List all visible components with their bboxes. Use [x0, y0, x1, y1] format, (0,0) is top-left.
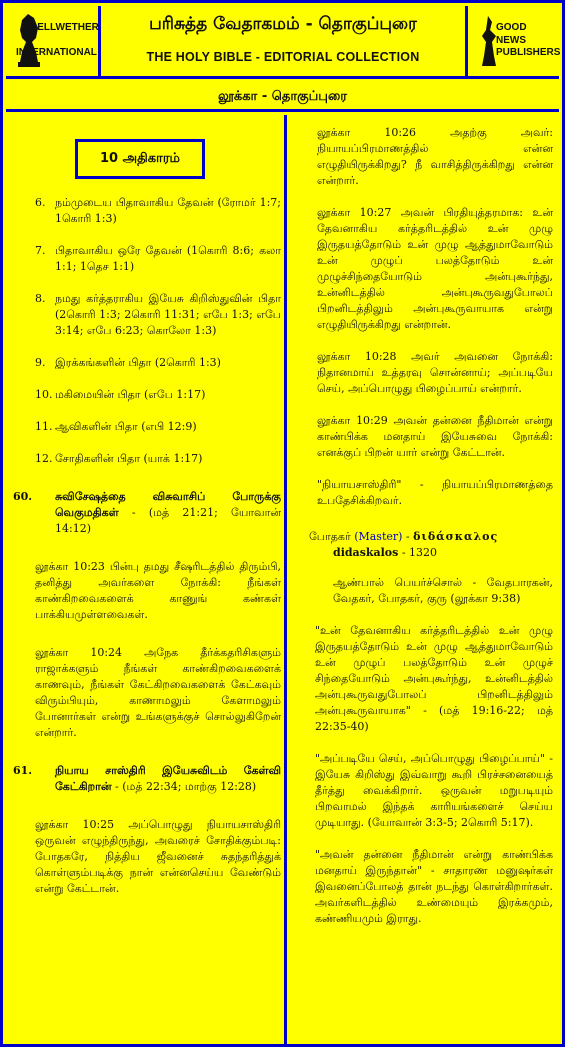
list-item	[9, 243, 281, 275]
item-text: மகிமையின் பிதா (எபே 1:17)	[55, 388, 206, 401]
right-column	[293, 115, 559, 927]
teacher-english: (Master)	[354, 530, 403, 543]
item-text: நமது கர்த்தராகிய இயேசு கிறிஸ்துவின் பிதா (2கொரி 1:3; 2கொரி 11:31; எபே 1:3; எபே 3:14; எபே 6:23; கொலோ 1:3)	[55, 292, 281, 337]
bellwether-logo	[6, 6, 101, 79]
list-item	[9, 419, 281, 435]
definition-paragraph: "நியாயசாஸ்திரி" - நியாயப்பிரமாணத்தை உபதேசிக்கிறவர்.	[317, 478, 553, 507]
verse-paragraph: லூக்கா 10:28 அவர் அவனை நோக்கி: நிதானமாய் உத்தரவு சொன்னாய்; அப்படியே செய், அப்பொழுது பிழைப்பாய் என்றார்.	[317, 350, 553, 395]
title-tamil: பரிசுத்த வேதாகமம் - தொகுப்புரை	[149, 14, 417, 34]
verse-paragraph: லூக்கா 10:25 அப்பொழுது நியாயசாஸ்திரி ஒருவன் எழுந்திருந்து, அவரைச் சோதிக்கும்படி: போதகரே, நித்திய ஜீவனைச் சுதந்தரித்துக் கொள்ளும்படிக்கு நான் என்னசெய்ய வேண்டும் என்று கேட்டான்.	[35, 818, 281, 895]
logo-right-line-1: GOOD NEWS	[496, 22, 527, 46]
item-number: 6.	[35, 196, 46, 209]
item-text: நம்முடைய பிதாவாகிய தேவன் (ரோமர் 1:7; 1கொரி 1:3)	[55, 196, 281, 225]
title-english: THE HOLY BIBLE - EDITORIAL COLLECTION	[146, 50, 420, 64]
item-text: இரக்கங்களின் பிதா (2கொரி 1:3)	[55, 356, 221, 369]
chapter-box: 10 அதிகாரம்	[75, 139, 205, 179]
strongs-number: - 1320	[398, 546, 438, 559]
logo-right-line-2: PUBLISHERS	[496, 47, 561, 58]
column-divider	[284, 115, 287, 1047]
list-item	[9, 451, 281, 467]
verse-paragraph: லூக்கா 10:24 அநேக தீர்க்கதரிசிகளும் ராஜாக்களும் நீங்கள் காண்கிறவைகளைக் காணவும், நீங்கள் கேட்கிறவைகளைக் கேட்கவும் விரும்பியும், காணாமலும் கேளாமலும் போனார்கள் என்று உங்களுக்குச் சொல்லுகிறேன் என்றார்.	[35, 646, 281, 739]
word-study-line	[293, 529, 559, 561]
teacher-transliteration: didaskalos	[333, 546, 399, 559]
commentary-paragraph: "உன் தேவனாகிய கர்த்தரிடத்தில் உன் முழு இருதயத்தோடும் உன் முழு ஆத்துமாவோடும் உன் முழுப் பலத்தோடும் உன் முழுச் சிந்தையோடும் அன்புகூர்ந்து, உன்னிடத்தில் அன்புகூருவதுபோலப் பிறனிடத்திலும் அன்புகூருவாயாக" - (மத் 19:16-22; மத் 22:35-40)	[315, 624, 553, 733]
commentary-paragraph: "அவன் தன்னை நீதிமான் என்று காண்பிக்க மனதாய் இருந்தான்" - சாதாரண மனுஷர்கள் இவனைப்போலத் தான் நடந்து கொள்கிறார்கள். அவர்களிடத்தில் உண்மையும் இரக்கமும், கண்ணியமும் இராது.	[315, 848, 553, 925]
logo-left-line-2: INTERNATIONAL	[16, 47, 97, 58]
left-column	[9, 115, 281, 897]
verse-paragraph: லூக்கா 10:23 பின்பு தமது சீஷரிடத்தில் திரும்பி, தனித்து அவர்களை நோக்கி: நீங்கள் காண்கிறவைகளைக் காணுங் கண்கள் பாக்கியமுள்ளவைகள்.	[35, 560, 281, 621]
section-title: நியாய சாஸ்திரி இயேசுவிடம் கேள்வி கேட்கிறான்	[55, 764, 281, 793]
page-header	[6, 6, 559, 79]
item-number: 9.	[35, 356, 46, 369]
verse-paragraph: லூக்கா 10:29 அவன் தன்னை நீதிமான் என்று காண்பிக்க மனதாய் இயேசுவை நோக்கி: எனக்குப் பிறன் யார் என்று கேட்டான்.	[317, 414, 553, 459]
section-61-heading	[9, 763, 281, 795]
list-item	[9, 195, 281, 227]
section-60-heading	[9, 489, 281, 537]
logo-left-line-1: BELLWETHER	[30, 22, 99, 33]
item-text: ஆவிகளின் பிதா (எபி 12:9)	[55, 420, 197, 433]
item-number: 12.	[35, 452, 53, 465]
good-news-logo	[465, 6, 559, 79]
teacher-word: போதகர்	[309, 530, 355, 543]
list-item	[9, 355, 281, 371]
teacher-greek: διδάσκαλος	[413, 530, 499, 543]
section-title: சுவிசேஷத்தை விசுவாசிப் போருக்கு வெகுமதிகள்	[55, 490, 281, 519]
commentary-paragraph: "அப்படியே செய், அப்பொழுது பிழைப்பாய்" - இயேசு கிறிஸ்து இவ்வாறு கூறி பிரச்சனையைத் தீர்த்து வைக்கிறார். ஒருவன் மறுபடியும் பிறவாமல் இந்தக் காரியங்களைச் செய்ய முடியாது. (யோவான் 3:3-5; 2கொரி 5:17).	[315, 752, 553, 829]
item-number: 8.	[35, 292, 46, 305]
item-text: பிதாவாகிய ஒரே தேவன் (1கொரி 8:6; கலா 1:1; 1தெச 1:1)	[55, 244, 281, 273]
verse-paragraph: லூக்கா 10:27 அவன் பிரதியுத்தரமாக: உன் தேவனாகிய கர்த்தரிடத்தில் உன் முழு இருதயத்தோடும் உன் முழு ஆத்துமாவோடும் உன் முழுப் பலத்தோடும் உன் முழுச்சிந்தையோடும் அன்புகூர்ந்து, உன்னிடத்தில் அன்புகூருவதுபோலப் பிறனிடத்திலும் அன்புகூருவாயாக என்று எழுதியிருக்கிறது என்றான்.	[317, 206, 553, 331]
item-number: 7.	[35, 244, 46, 257]
section-number: 61.	[13, 764, 33, 777]
verse-paragraph: லூக்கா 10:26 அதற்கு அவர்: நியாயப்பிரமாணத்தில் என்ன எழுதியிருக்கிறது? நீ வாசித்திருக்கிறது என்ன என்றார்.	[317, 126, 553, 187]
list-item	[9, 387, 281, 403]
teacher-dash: -	[402, 530, 414, 543]
item-number: 11.	[35, 420, 53, 433]
header-title-block	[101, 6, 465, 79]
book-subtitle: லூக்கா - தொகுப்புரை	[6, 82, 559, 112]
section-reference: - (மத் 21:21; யோவான் 14:12)	[55, 506, 281, 535]
word-definition: ஆண்பால் பெயர்ச்சொல் - வேதபாரகன், வேதகர், போதகர், குரு (லூக்கா 9:38)	[333, 576, 553, 605]
item-number: 10.	[35, 388, 53, 401]
section-number: 60.	[13, 490, 33, 503]
list-item	[9, 291, 281, 339]
item-text: சோதிகளின் பிதா (யாக் 1:17)	[55, 452, 203, 465]
section-reference: - (மத் 22:34; மாற்கு 12:28)	[111, 780, 257, 793]
